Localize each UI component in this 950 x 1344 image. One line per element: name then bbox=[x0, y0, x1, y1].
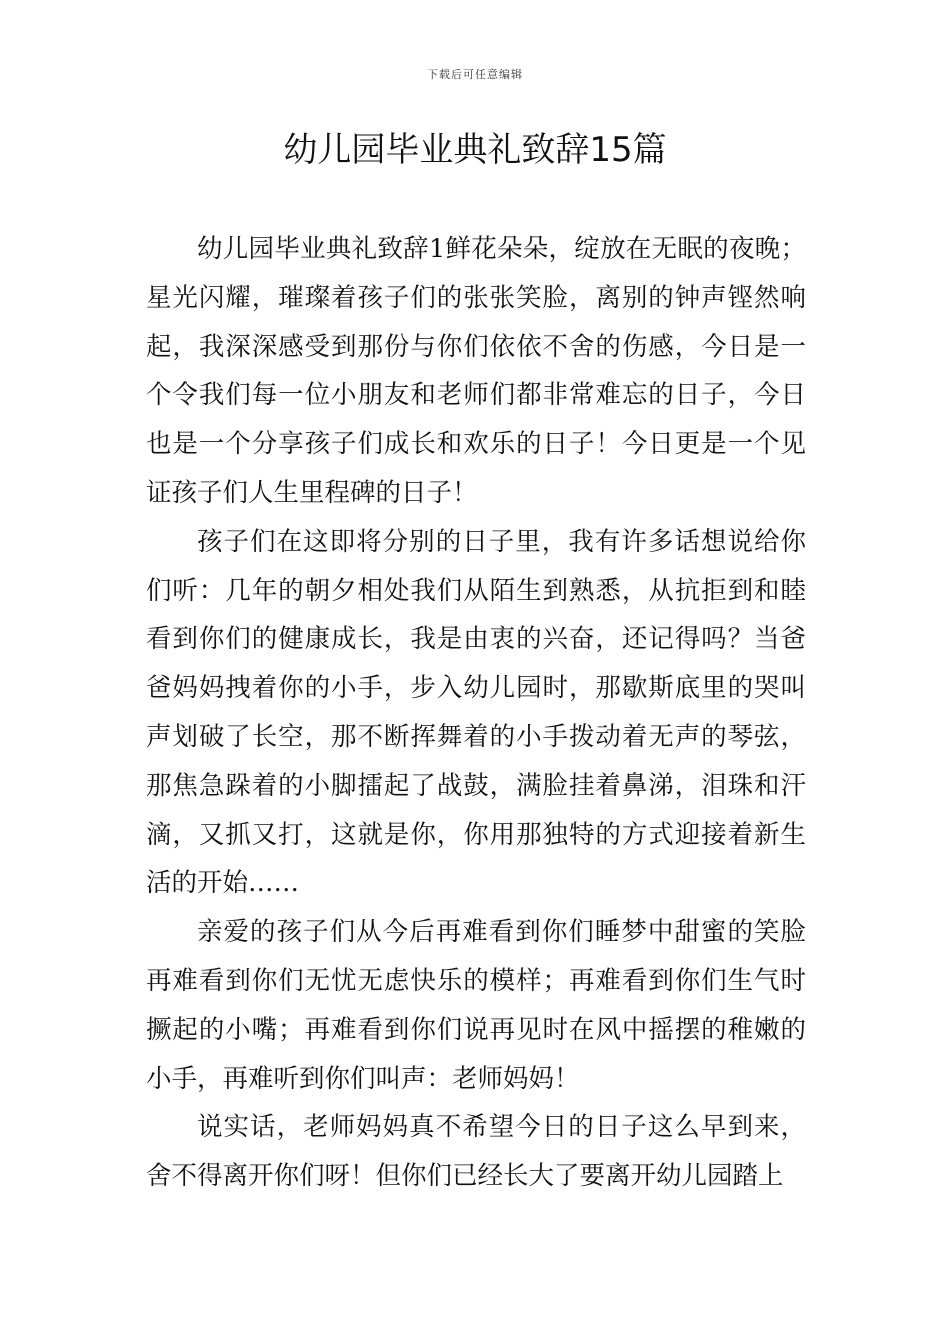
paragraph-4: 说实话，老师妈妈真不希望今日的日子这么早到来，舍不得离开你们呀！但你们已经长大了要离开幼儿园踏上 bbox=[146, 1112, 806, 1192]
paragraph-2: 孩子们在这即将分别的日子里，我有许多话想说给你们听：几年的朝夕相处我们从陌生到熟悉，从抗拒到和睦看到你们的健康成长，我是由衷的兴奋，还记得吗？当爸爸妈妈拽着你的小手，步入幼儿园时，那歇斯底里的哭叫声划破了长空，那不断挥舞着的小手拨动着无声的琴弦，那焦急跺着的小脚擂起了战鼓，满脸挂着鼻涕，泪珠和汗滴，又抓又打，这就是你，你用那独特的方式迎接着新生活的开始…… bbox=[146, 526, 806, 899]
paragraph-1: 幼儿园毕业典礼致辞1鲜花朵朵，绽放在无眠的夜晚；星光闪耀，璀璨着孩子们的张张笑脸，离别的钟声铿然响起，我深深感受到那份与你们依依不舍的伤感，今日是一个令我们每一位小朋友和老师们都非常难忘的日子，今日也是一个分享孩子们成长和欢乐的日子！今日更是一个见证孩子们人生里程碑的日子！ bbox=[146, 234, 806, 508]
document-body bbox=[146, 225, 806, 1201]
paragraph-3: 亲爱的孩子们从今后再难看到你们睡梦中甜蜜的笑脸再难看到你们无忧无虑快乐的模样；再难看到你们生气时撅起的小嘴；再难看到你们说再见时在风中摇摆的稚嫩的小手，再难听到你们叫声：老师妈妈！ bbox=[146, 917, 806, 1094]
header-note: 下载后可任意编辑 bbox=[427, 68, 523, 81]
document-title: 幼儿园毕业典礼致辞15篇 bbox=[283, 130, 667, 170]
